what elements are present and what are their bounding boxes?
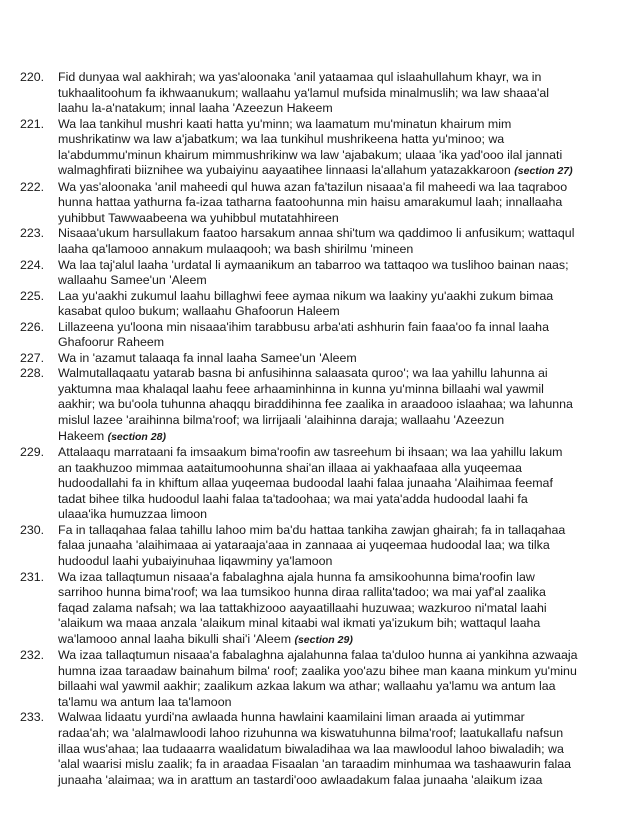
- verse-line: [58, 226, 620, 242]
- line-text: Ghafoorur Raheem: [58, 335, 165, 350]
- verse-line: [58, 413, 620, 429]
- verse-line: [58, 132, 620, 148]
- line-text: radaa'ah; wa 'alalmawloodi lahoo rizuhunna wa kiswatuhunna bilma'roof; laatukallafu nafsun: [58, 725, 564, 740]
- verse-line: [58, 679, 620, 695]
- verse-text: [58, 523, 620, 570]
- verse-block: [20, 523, 620, 570]
- verse-line: [58, 382, 620, 398]
- verse-number: 227.: [20, 350, 45, 365]
- line-text: Attalaaqu marrataani fa imsaakum bima'roofin aw tasreehum bi ihsaan; wa laa yahillu lakum: [58, 445, 563, 460]
- verse-line: [58, 523, 620, 539]
- line-text: an taakhuzoo mimmaa aataitumoohunna shai'an illaaa ai yakhaafaaa alla yuqeemaa: [58, 460, 522, 475]
- verse-line: [58, 397, 620, 413]
- verse-text: [58, 289, 620, 320]
- line-text: junaaha 'alaimaa; wa in arattum an tastardi'ooo awlaadakum falaa junaaha 'alaikum izaa: [58, 772, 543, 787]
- line-text: yuhibbut Tawwaabeena wa yuhibbul mutatahhireen: [58, 210, 339, 225]
- verse-number: 226.: [20, 319, 45, 334]
- verse-line: [58, 632, 620, 649]
- verse-number: 230.: [20, 522, 45, 537]
- verse-line: [58, 351, 620, 367]
- verse-line: [58, 664, 620, 680]
- line-text: la'abdummu'minun khairum mimmushrikinw wa law 'ajabakum; ulaaa 'ika yad'ooo ilal jannati: [58, 147, 563, 162]
- verse-text: [58, 226, 620, 257]
- line-text: Wa izaa tallaqtumun nisaaa'a fabalaghna ajala hunna fa amsikoohunna bima'roofin law: [58, 569, 535, 584]
- verse-line: [58, 258, 620, 274]
- verse-line: [58, 585, 620, 601]
- line-text: Walmutallaqaatu yatarab basna bi anfusihinna salaasata quroo'; wa laa yahillu lahunna ai: [58, 366, 548, 381]
- verse-line: [58, 757, 620, 773]
- line-text: humna izaa taraadaw bainahum bilma' roof; zaalika yoo'azu bihee man kaana minkum yu'minu: [58, 663, 577, 678]
- line-text: Wa yas'aloonaka 'anil maheedi qul huwa azan fa'tazilun nisaaa'a fil maheedi wa laa taqraboo: [58, 179, 568, 194]
- verse-number: 220.: [20, 70, 45, 84]
- verse-block: [20, 180, 620, 227]
- verse-line: [58, 492, 620, 508]
- verse-line: [58, 695, 620, 711]
- verse-line: [58, 163, 620, 180]
- verse-block: [20, 258, 620, 289]
- line-text: walmaghfirati biiznihee wa yubaiyinu aayaatihee linnaasi la'allahum yatazakkaroon: [58, 163, 511, 178]
- line-text: hudoodallahi fa in khiftum allaa yuqeemaa budoodal laahi falaa junaaha 'Alaihimaa feemaf: [58, 476, 553, 491]
- line-text: aakhir; wa bu'oola tuhunna ahaqqu biraddihinna fee zaalika in araadooo islaahaa; wa lahunna: [58, 397, 573, 412]
- verse-text: [58, 570, 620, 649]
- verse-block: [20, 351, 620, 367]
- verse-line: [58, 429, 620, 446]
- line-text: tadat bihee tilka hudoodul laahi falaa ta'tadoohaa; wa mai yata'adda hudoodal laahi fa: [58, 491, 528, 506]
- verse-block: [20, 226, 620, 257]
- verse-line: [58, 461, 620, 477]
- verse-block: [20, 570, 620, 649]
- line-text: kasabat quloo bukum; wallaahu Ghafoorun Haleem: [58, 304, 340, 319]
- line-text: Walwaa lidaatu yurdi'na awlaada hunna hawlaini kaamilaini liman araada ai yutimmar: [58, 710, 525, 725]
- verse-line: [58, 289, 620, 305]
- verse-text: [58, 445, 620, 523]
- line-text: 'alal waarisi mislu zaalik; fa in araadaa Fisaalan 'an taraadim minhumaa wa tashaawurin falaa: [58, 757, 572, 772]
- verse-line: [58, 242, 620, 258]
- line-text: sarrihoo hunna bima'roof; wa laa tumsikoo hunna diraa rallita'tadoo; wa mai yaf'al zaalika: [58, 585, 546, 600]
- verse-line: [58, 773, 620, 789]
- line-text: faqad zalama nafsah; wa laa tattakhizooo aayaatillaahi huzuwaa; wazkuroo ni'matal laahi: [58, 600, 547, 615]
- section-marker: (section 27): [514, 165, 573, 178]
- verse-number: 229.: [20, 445, 45, 460]
- section-marker: (section 29): [294, 633, 353, 646]
- verse-block: [20, 710, 620, 788]
- verse-text: [58, 180, 620, 227]
- verse-line: [58, 710, 620, 726]
- verse-text: [58, 351, 620, 367]
- line-text: Fid dunyaa wal aakhirah; wa yas'aloonaka 'anil yataamaa qul islaahullahum khayr, wa in: [58, 70, 542, 84]
- line-text: illaa wus'ahaa; laa tudaaarra waalidatum biwaladihaa wa laa mawloodul lahoo biwaladih; wa: [58, 741, 564, 756]
- line-text: Wa izaa tallaqtumun nisaaa'a fabalaghna ajalahunna falaa ta'duloo hunna ai yankihna azwaaja: [58, 648, 578, 663]
- line-text: Fa in tallaqahaa falaa tahillu lahoo mim ba'du hattaa tankiha zawjan ghairah; fa in tallaqahaa: [58, 522, 566, 537]
- verse-number: 231.: [20, 569, 45, 584]
- line-text: mislul lazee 'araihinna bilma'roof; wa lirrijaali 'alaihinna daraja; wallaahu 'Azeezun: [58, 413, 505, 428]
- verse-block: [20, 445, 620, 523]
- verse-line: [58, 320, 620, 336]
- verse-number: 223.: [20, 226, 45, 241]
- verse-line: [58, 538, 620, 554]
- verse-number: 232.: [20, 648, 45, 663]
- verse-block: [20, 648, 620, 710]
- verse-line: [58, 180, 620, 196]
- section-marker: (section 28): [107, 430, 166, 443]
- line-text: hunna hattaa yathurna fa-izaa tatharna faatoohunna min haisu amarakumul laah; innallaaha: [58, 195, 563, 210]
- line-text: Nisaaa'ukum harsullakum faatoo harsakum annaa shi'tum wa qaddimoo li anfusikum; wattaqul: [58, 226, 575, 241]
- verse-text: [58, 117, 620, 180]
- verse-line: [58, 304, 620, 320]
- line-text: tukhaalitoohum fa ikhwaanukum; wallaahu ya'lamul mufsida minalmuslih; wa law shaaa'al: [58, 85, 549, 100]
- verse-number: 222.: [20, 179, 45, 194]
- verse-line: [58, 742, 620, 758]
- verse-block: [20, 117, 620, 180]
- verse-line: [58, 445, 620, 461]
- line-text: falaa junaaha 'alaihimaaa ai yataraaja'aaa in zannaaa ai yuqeemaa hudoodal laa; wa tilka: [58, 538, 550, 553]
- verse-line: [58, 86, 620, 102]
- verse-line: [58, 148, 620, 164]
- verse-line: [58, 476, 620, 492]
- verse-line: [58, 70, 620, 86]
- verse-text: [58, 320, 620, 351]
- line-text: yaktumna maa khalaqal laahu feee arhaaminhinna in kunna yu'minna billaahi wal yawmil: [58, 381, 544, 396]
- verse-text: [58, 648, 620, 710]
- line-text: Lillazeena yu'loona min nisaaa'ihim tarabbusu arba'ati ashhurin fain faaa'oo fa innal laaha: [58, 319, 549, 334]
- verse-block: [20, 366, 620, 445]
- line-text: ulaaa'ika humuzzaa limoon: [58, 507, 208, 522]
- line-text: mushrikatinw wa law a'jabatkum; wa laa tunkihul mushrikeena hatta yu'minoo; wa: [58, 132, 505, 147]
- verse-line: [58, 507, 620, 523]
- verse-block: [20, 70, 620, 117]
- document-page: [20, 70, 620, 788]
- verse-number: 228.: [20, 366, 45, 381]
- line-text: billaahi wal yawmil aakhir; zaalikum azkaa lakum wa athar; wallaahu ya'lamu wa antum laa: [58, 679, 556, 694]
- verse-line: [58, 366, 620, 382]
- line-text: Wa laa tankihul mushri kaati hatta yu'minn; wa laamatum mu'minatun khairum mim: [58, 116, 512, 131]
- verse-line: [58, 726, 620, 742]
- verse-text: [58, 258, 620, 289]
- verse-line: [58, 601, 620, 617]
- verse-block: [20, 320, 620, 351]
- verse-number: 233.: [20, 710, 45, 725]
- verse-line: [58, 195, 620, 211]
- line-text: wallaahu Samee'un 'Aleem: [58, 273, 207, 288]
- line-text: Laa yu'aakhi zukumul laahu billaghwi feee aymaa nikum wa laakiny yu'aakhi zukum bimaa: [58, 288, 554, 303]
- line-text: Wa laa taj'alul laaha 'urdatal li aymaanikum an tabarroo wa tattaqoo wa tuslihoo bainan naas;: [58, 257, 569, 272]
- verse-text: [58, 70, 620, 117]
- line-text: wa'lamooo annal laaha bikulli shai'i 'Aleem: [58, 631, 292, 646]
- line-text: Hakeem: [58, 428, 105, 443]
- verse-line: [58, 101, 620, 117]
- verse-line: [58, 554, 620, 570]
- verse-number: 224.: [20, 257, 45, 272]
- verse-number: 221.: [20, 116, 45, 131]
- verse-line: [58, 648, 620, 664]
- verse-line: [58, 117, 620, 133]
- verse-line: [58, 211, 620, 227]
- verse-text: [58, 710, 620, 788]
- line-text: 'alaikum wa maaa anzala 'alaikum minal kitaabi wal ikmati ya'izukum bih; wattaqul laaha: [58, 616, 541, 631]
- line-text: laaha qa'lamooo annakum mulaaqooh; wa bash shirilmu 'mineen: [58, 242, 414, 257]
- verse-block: [20, 289, 620, 320]
- line-text: laahu la-a'natakum; innal laaha 'Azeezun Hakeem: [58, 101, 333, 116]
- verse-line: [58, 273, 620, 289]
- verse-line: [58, 616, 620, 632]
- line-text: hudoodul laahi yubaiyinuhaa liqawminy ya'lamoon: [58, 553, 333, 568]
- verse-text: [58, 366, 620, 445]
- verse-line: [58, 335, 620, 351]
- line-text: Wa in 'azamut talaaqa fa innal laaha Samee'un 'Aleem: [58, 350, 357, 365]
- verse-number: 225.: [20, 288, 45, 303]
- verse-line: [58, 570, 620, 586]
- line-text: ta'lamu wa antum laa ta'lamoon: [58, 694, 232, 709]
